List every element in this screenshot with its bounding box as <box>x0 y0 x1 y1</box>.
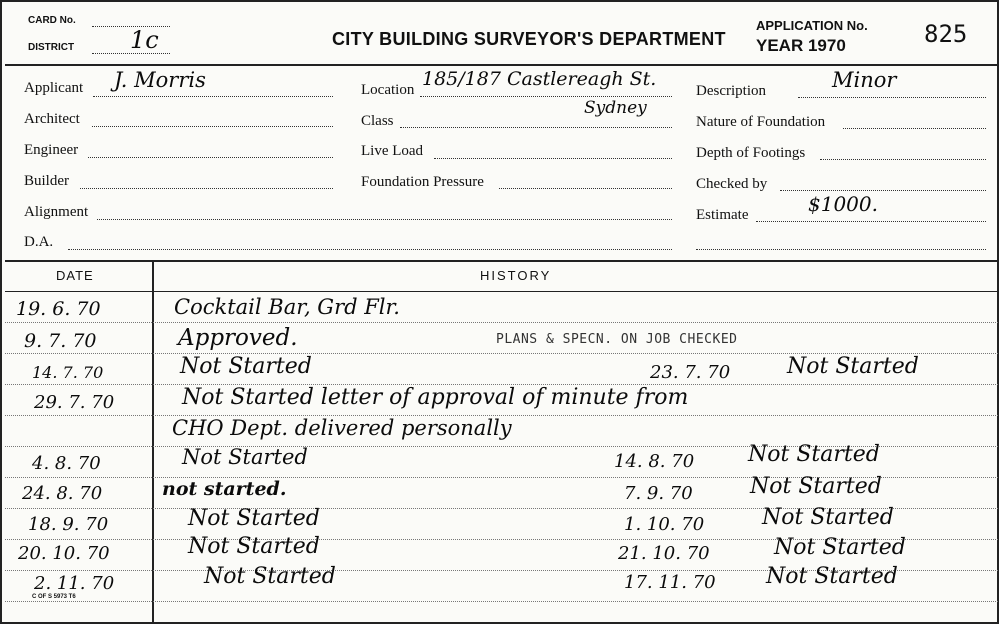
history-date-second: 7. 9. 70 <box>624 483 693 504</box>
applicant-value: J. Morris <box>114 68 206 92</box>
history-date-second: 17. 11. 70 <box>624 572 716 593</box>
architect-line <box>92 126 333 127</box>
location-line <box>420 96 672 97</box>
year-label: YEAR 1970 <box>756 36 846 55</box>
history-date: 2. 11. 70 <box>34 573 115 594</box>
engineer-line <box>88 157 333 158</box>
description-value: Minor <box>832 68 897 92</box>
history-entry: Approved. <box>178 325 298 351</box>
depth-of-footings-line <box>820 159 986 160</box>
application-no-label: APPLICATION No. <box>756 18 868 33</box>
blank-line <box>696 249 986 250</box>
description-line <box>798 97 986 98</box>
date-header: DATE <box>56 268 94 283</box>
history-entry: Not Started <box>182 445 308 469</box>
district-value: 1c <box>130 26 159 54</box>
estimate-value: $1000. <box>808 192 878 216</box>
plans-checked-stamp: PLANS & SPECN. ON JOB CHECKED <box>496 332 738 347</box>
page-title: CITY BUILDING SURVEYOR'S DEPARTMENT <box>332 29 726 49</box>
history-date: 9. 7. 70 <box>24 330 97 352</box>
foundation-pressure-label: Foundation Pressure <box>361 174 484 190</box>
history-date: 24. 8. 70 <box>22 483 103 504</box>
history-date: 19. 6. 70 <box>16 298 101 320</box>
history-date: 20. 10. 70 <box>18 543 110 564</box>
history-entry: Not Started <box>188 506 320 531</box>
history-date: 4. 8. 70 <box>32 453 101 474</box>
application-no-value: 825 <box>924 20 968 48</box>
history-entry: CHO Dept. delivered personally <box>172 416 512 440</box>
foundation-pressure-line <box>499 188 672 189</box>
location-label: Location <box>361 82 415 98</box>
history-date-second: 21. 10. 70 <box>618 543 710 564</box>
class-line <box>400 127 672 128</box>
history-entry: Not Started <box>204 564 336 589</box>
location-value: 185/187 Castlereagh St. <box>422 68 657 90</box>
checked-by-line <box>780 190 986 191</box>
history-entry-second: Not Started <box>787 354 919 379</box>
class-value: Sydney <box>584 98 647 118</box>
history-header: HISTORY <box>480 268 552 283</box>
depth-of-footings-label: Depth of Footings <box>696 145 806 161</box>
history-rule <box>5 322 998 323</box>
engineer-label: Engineer <box>24 142 79 158</box>
card-no-label: CARD No. <box>28 15 76 26</box>
history-entry: Cocktail Bar, Grd Flr. <box>174 295 400 319</box>
district-label: DISTRICT <box>28 42 75 53</box>
class-label: Class <box>361 113 394 129</box>
live-load-line <box>434 158 672 159</box>
history-entry-second: Not Started <box>766 564 898 589</box>
builder-label: Builder <box>24 173 69 189</box>
nature-of-foundation-line <box>843 128 986 129</box>
history-date: 14. 7. 70 <box>32 363 104 382</box>
history-date: 29. 7. 70 <box>34 392 115 413</box>
alignment-line <box>97 219 672 220</box>
da-label: D.A. <box>24 234 54 250</box>
history-entry: not started. <box>162 478 287 500</box>
history-entry-second: Not Started <box>774 535 906 560</box>
description-label: Description <box>696 83 766 99</box>
history-entry-second: Not Started <box>762 505 894 530</box>
history-date-second: 23. 7. 70 <box>650 362 731 383</box>
date-column-divider <box>152 260 154 622</box>
history-date-second: 14. 8. 70 <box>614 451 695 472</box>
nature-of-foundation-label: Nature of Foundation <box>696 114 826 130</box>
checked-by-label: Checked by <box>696 176 768 192</box>
architect-label: Architect <box>24 111 80 127</box>
history-date: 18. 9. 70 <box>28 514 109 535</box>
header-divider <box>5 64 998 66</box>
history-rule <box>5 601 998 602</box>
builder-line <box>80 188 333 189</box>
live-load-label: Live Load <box>361 143 424 159</box>
estimate-label: Estimate <box>696 207 749 223</box>
applicant-label: Applicant <box>24 80 84 96</box>
history-entry: Not Started letter of approval of minute from <box>182 385 689 410</box>
history-entry: Not Started <box>180 354 312 379</box>
estimate-line <box>756 221 986 222</box>
da-line <box>68 249 672 250</box>
history-entry: Not Started <box>188 534 320 559</box>
history-entry-second: Not Started <box>750 474 882 499</box>
applicant-line <box>93 96 333 97</box>
alignment-label: Alignment <box>24 204 89 220</box>
history-header-rule <box>5 291 998 292</box>
history-entry-second: Not Started <box>748 442 880 467</box>
form-code: C OF S 5973 T6 <box>32 594 76 600</box>
history-date-second: 1. 10. 70 <box>624 514 705 535</box>
